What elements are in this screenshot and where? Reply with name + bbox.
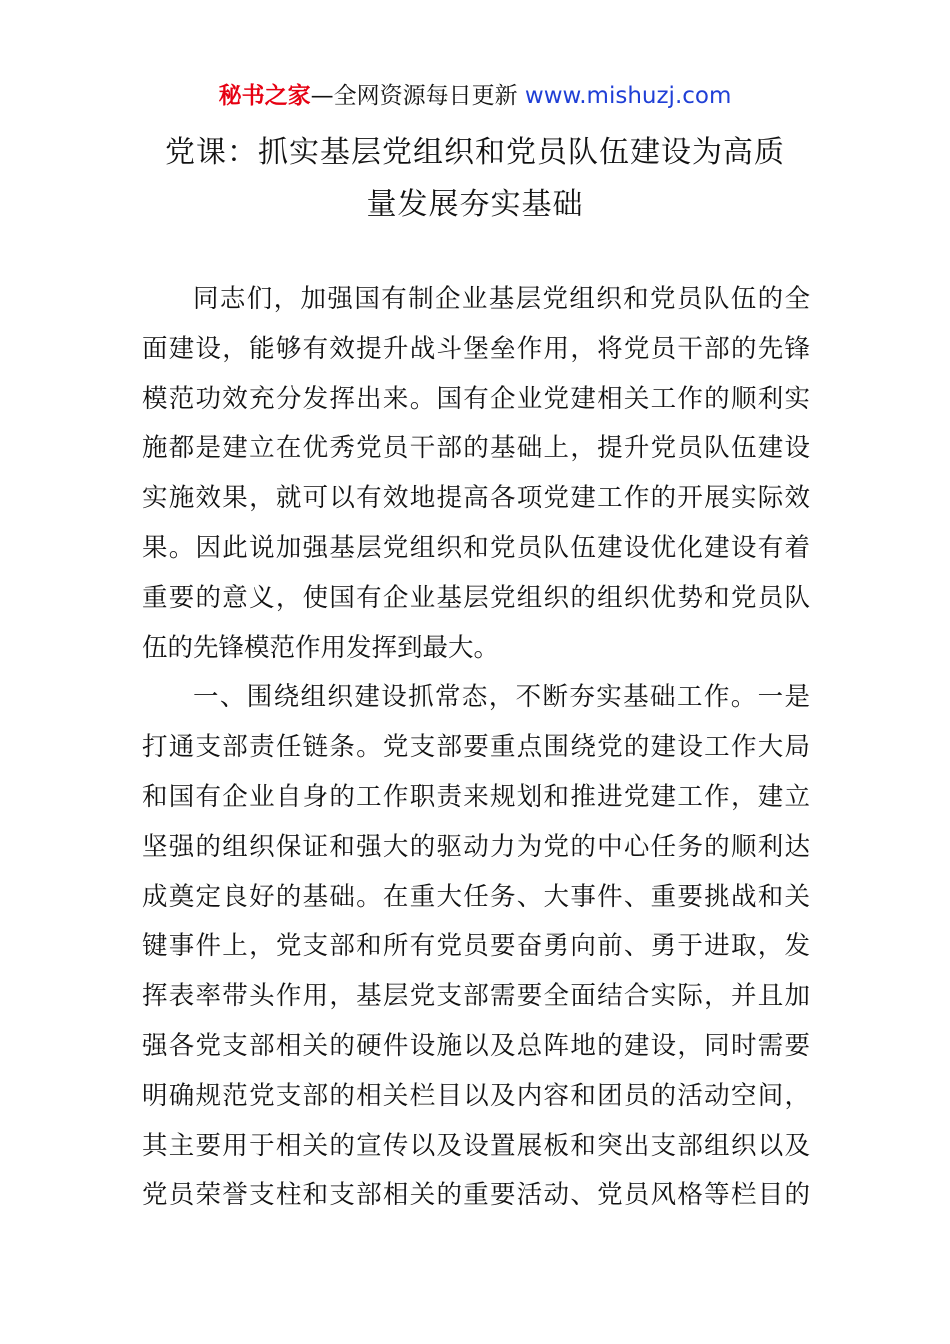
text-line: 模范功效充分发挥出来。国有企业党建相关工作的顺利实 xyxy=(142,383,810,414)
paragraph-2 xyxy=(142,673,810,1221)
site-header xyxy=(0,80,950,112)
text-line: 其主要用于相关的宣传以及设置展板和突出支部组织以及 xyxy=(142,1130,810,1161)
text-line: 面建设，能够有效提升战斗堡垒作用，将党员干部的先锋 xyxy=(142,333,810,364)
text-line: 实施效果，就可以有效地提高各项党建工作的开展实际效 xyxy=(142,483,810,514)
text-line: 挥表率带头作用，基层党支部需要全面结合实际，并且加 xyxy=(142,981,810,1012)
site-url-link[interactable]: www.mishuzj.com xyxy=(524,83,732,109)
site-brand: 秘书之家 xyxy=(218,83,311,109)
text-line: 党员荣誉支柱和支部相关的重要活动、党员风格等栏目的 xyxy=(142,1180,810,1211)
text-line: 一、围绕组织建设抓常态，不断夯实基础工作。一是 xyxy=(193,682,810,713)
text-line: 同志们，加强国有制企业基层党组织和党员队伍的全 xyxy=(193,284,810,314)
document-title xyxy=(140,127,810,231)
text-line: 成奠定良好的基础。在重大任务、大事件、重要挑战和关 xyxy=(142,881,810,912)
text-line: 打通支部责任链条。党支部要重点围绕党的建设工作大局 xyxy=(142,732,810,763)
text-line: 明确规范党支部的相关栏目以及内容和团员的活动空间， xyxy=(142,1080,810,1111)
text-line: 施都是建立在优秀党员干部的基础上，提升党员队伍建设 xyxy=(142,433,810,464)
title-line-2: 量发展夯实基础 xyxy=(366,187,584,222)
title-line-1: 党课：抓实基层党组织和党员队伍建设为高质 xyxy=(165,135,785,170)
text-line: 键事件上，党支部和所有党员要奋勇向前、勇于进取，发 xyxy=(142,931,810,962)
document-body xyxy=(142,275,810,1221)
text-line: 强各党支部相关的硬件设施以及总阵地的建设，同时需要 xyxy=(142,1030,810,1061)
paragraph-1 xyxy=(142,275,810,673)
text-line: 果。因此说加强基层党组织和党员队伍建设优化建设有着 xyxy=(142,532,810,563)
text-line: 坚强的组织保证和强大的驱动力为党的中心任务的顺利达 xyxy=(142,831,810,862)
site-tagline: —全网资源每日更新 xyxy=(310,83,525,109)
text-line: 重要的意义，使国有企业基层党组织的组织优势和党员队 xyxy=(142,582,810,613)
text-line: 和国有企业自身的工作职责来规划和推进党建工作，建立 xyxy=(142,781,810,812)
text-line: 伍的先锋模范作用发挥到最大。 xyxy=(142,632,500,663)
